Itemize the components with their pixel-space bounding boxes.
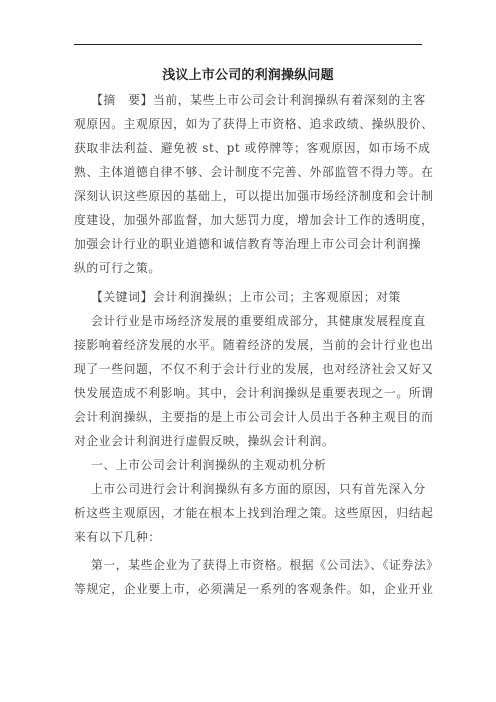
header-rule: [74, 44, 422, 45]
text-line-13: 快发展造成不利影响。其中，会计利润操纵是重要表现之一。所谓: [74, 386, 434, 400]
document-title: 浅议上市公司的利润操纵问题: [162, 68, 334, 83]
text-line-5: 深刻认识这些原因的基础上，可以提出加强市场经济制度和会计制: [74, 189, 434, 203]
text-line-15: 对企业会计利润进行虚假反映，操纵会计利润。: [74, 434, 335, 448]
text-line-2: 观原因。主观原因，如为了获得上市资格、追求政绩、操纵股价、: [74, 117, 434, 131]
text-line-1: 【摘 要】当前，某些上市公司会计利润操纵有着深刻的主客: [91, 93, 426, 107]
text-line-19: 来有以下几种：: [74, 530, 161, 544]
section-heading: 一、上市公司会计利润操纵的主观动机分析: [91, 458, 327, 472]
text-line-7: 加强会计行业的职业道德和诚信教育等治理上市公司会计利润操: [74, 237, 422, 251]
text-line-4: 熟、主体道德自律不够、会计制度不完善、外部监管不得力等。在: [74, 165, 434, 179]
text-line-3: 获取非法利益、避免被 st、pt 或停牌等；客观原因，如市场不成: [74, 141, 431, 155]
text-line-12: 现了一些问题，不仅不利于会计行业的发展，也对经济社会又好又: [74, 362, 434, 376]
keywords-line: 【关键词】会计利润操纵；上市公司；主客观原因；对策: [91, 290, 401, 304]
text-line-18: 析这些主观原因，才能在根本上找到治理之策。这些原因，归结起: [74, 506, 434, 520]
text-line-17: 上市公司进行会计利润操纵有多方面的原因，只有首先深入分: [91, 482, 426, 496]
text-line-10: 会计行业是市场经济发展的重要组成部分，其健康发展程度直: [91, 314, 426, 328]
text-line-20: 第一，某些企业为了获得上市资格。根据《公司法》、《证券法》: [91, 558, 439, 572]
text-line-6: 度建设，加强外部监督，加大惩罚力度，增加会计工作的透明度，: [74, 213, 434, 227]
text-line-11: 接影响着经济发展的水平。随着经济的发展，当前的会计行业也出: [74, 338, 434, 352]
text-line-14: 会计利润操纵，主要指的是上市公司会计人员出于各种主观目的而: [74, 410, 434, 424]
text-line-8: 纵的可行之策。: [74, 261, 161, 275]
text-line-21: 等规定，企业要上市，必须满足一系列的客观条件。如，企业开业: [74, 582, 434, 596]
